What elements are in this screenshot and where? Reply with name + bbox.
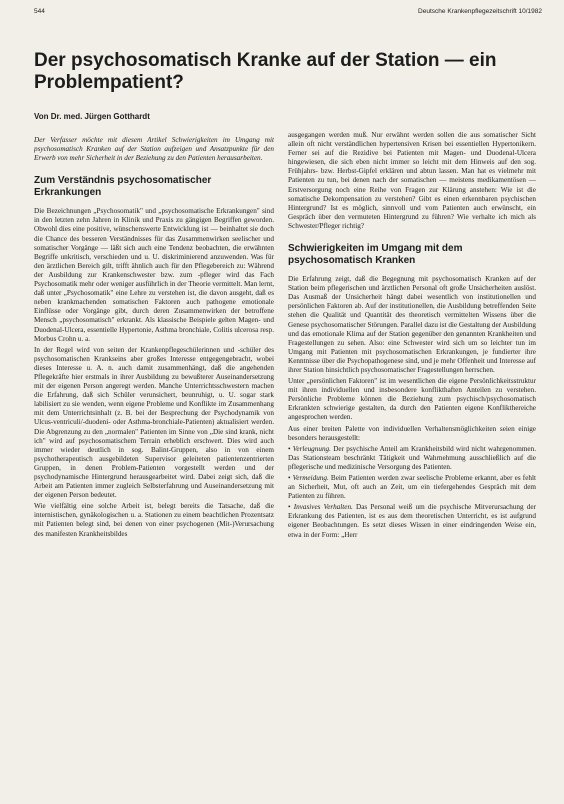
section-heading-difficulties: Schwierigkeiten im Umgang mit dem psychosomatisch Kranken bbox=[288, 243, 463, 267]
paragraph: Aus einer breiten Palette von individuellen Verhaltensmöglichkeiten seien einige besonders herausgestellt: bbox=[288, 424, 536, 442]
section-heading-understanding: Zum Verständnis psychosomatischer Erkrankungen bbox=[34, 175, 212, 199]
bullet-text: Beim Patienten werden zwar seelische Probleme erkannt, aber es fehlt an Sicherheit, Mut, oft auch an Zeit, um ein tiefergehendes Gespräch mit dem Patienten zu führen. bbox=[288, 474, 536, 501]
column-left bbox=[34, 136, 274, 796]
bullet-item: • Invasives Verhalten. Das Personal weiß um die psychische Mitverursachung der Erkrankung des Patienten, ist es aus dem theoretischen Unterricht, es ist aufgrund eigener Beobachtungen. Es setzt dieses Wissen in einer eindringenden Weise ein, etwa in der Form: „Herr bbox=[288, 503, 536, 539]
running-header bbox=[34, 8, 542, 20]
paragraph: Wie vielfältig eine solche Arbeit ist, belegt bereits die Tatsache, daß die internistischen, gynäkologischen u. a. Stationen zu einem beachtlichen Prozentsatz mit Patienten belegt sind, bei denen von einer psychogenen (Mit-)Verursachung des manifesten Krankheitsbildes bbox=[34, 502, 274, 538]
paragraph: Die Erfahrung zeigt, daß die Begegnung mit psychosomatisch Kranken auf der Station beim pflegerischen und ärztlichen Personal oft große Unsicherheiten auslöst. Das Ausmaß der Unsicherheit hängt dabei wesentlich von institutionellen und persönlichen Faktoren ab. Auf der institutionellen, die Ausbildung betreffenden Seite stehen die Qualität und Quantität des theoretisch vermittelten Wissens über die Genese psychosomatischer Störungen. Parallel dazu ist die Gestaltung der Ausbildung und das emotionale Klima auf der Station gegenüber den genannten Krankheiten und Fragestellungen zu sehen. Also: eine Schwester wird sich um so leichter tun im Umgang mit Patienten mit psychosomatischen Erkrankungen, je fundierter ihre Kenntnisse über die Psychopathogenese sind, und je mehr Offenheit und Interesse auf ihrer Station hinsichtlich psychosomatischer Fragestellungen herrschen. bbox=[288, 275, 536, 374]
bullet-text: Der psychische Anteil am Krankheitsbild wird nicht wahrgenommen. Das Stationsteam beschränkt Tätigkeit und Wahrnehmung ausschließlich auf die pflegerische und medizinische Versorgung des Patienten. bbox=[288, 444, 536, 471]
bullet-item: • Vermeidung. Beim Patienten werden zwar seelische Probleme erkannt, aber es fehlt an Sicherheit, Mut, oft auch an Zeit, um ein tiefergehendes Gespräch mit dem Patienten zu führen. bbox=[288, 474, 536, 501]
paragraph: ausgegangen werden muß. Nur erwähnt werden sollen die aus somatischer Sicht allein oft nicht verständlichen hypertensiven Krisen bei essentiellen Hypertonikern. Ferner sei auf die Rezidive bei Patienten mit Magen- und Duodenal-Ulcera hingewiesen, die sich eben nicht immer so leicht mit dem Hinweis auf den sog. Frühjahrs- bzw. Herbst-Gipfel erklären und abtun lassen. Man hat es vielmehr mit Patienten zu tun, bei denen nach der somatischen — meistens medikamentösen — Erstversorgung noch eine Reihe von Fragen zur Klärung anstehen: Wie ist die somatische Dekompensation zu verstehen? Gibt es einen erkennbaren psychischen Hintergrund? Ist es möglich, sinnvoll und vom Patienten auch erwünscht, ein Gespräch über den vermuteten Hintergrund zu führen? Wie verhalte ich mich als Schwester/Pfleger richtig? bbox=[288, 131, 536, 230]
journal-name: Deutsche Krankenpflegezeitschrift 10/1982 bbox=[418, 8, 542, 15]
bullet-item: • Verleugnung. Der psychische Anteil am Krankheitsbild wird nicht wahrgenommen. Das Stationsteam beschränkt Tätigkeit und Wahrnehmung ausschließlich auf die pflegerische und medizinische Versorgung des Patienten. bbox=[288, 444, 536, 471]
paragraph: Die Bezeichnungen „Psychosomatik" und „psychosomatische Erkrankungen" sind in den letzten zehn Jahren in Klinik und Praxis zu gängigen Begriffen geworden. Obwohl dies eine positive, wünschenswerte Entwicklung ist — beinhaltet sie doch die Chance des besseren Verständnisses für das Zusammenwirken seelischer und somatischer Vorgänge — läßt sich auch eine Tendenz beobachten, die erwähnten Begriffe unkritisch, verschieden und u. U. diskriminierend anzuwenden. Was für den ärztlichen Bereich gilt, trifft ähnlich auch für den Pflegebereich zu: Während der Ausbildung zur Krankenschwester bzw. zum -pfleger wird das Fach Psychosomatik mehr oder weniger ausführlich in der Theorie vermittelt. Man lernt, daß unter „Psychosomatik" eine Lehre zu verstehen ist, die davon ausgeht, daß es neben krankmachenden somatischen Faktoren auch pathogene emotionale Einflüsse oder Vorgänge gibt, durch deren Zusammenwirken der betroffene Mensch „psychosomatisch" erkrankt. Als klassische Beispiele gelten Magen- und Duodenal-Ulcera, essentielle Hypertonie, Asthma bronchiale, Colitis ulcerosa resp. Morbus Crohn u. a. bbox=[34, 207, 274, 343]
bullet-label: Verleugnung. bbox=[292, 444, 331, 453]
bullet-label: Vermeidung. bbox=[292, 474, 329, 482]
paragraph: Unter „persönlichen Faktoren" ist im wesentlichen die eigene Persönlichkeitsstruktur mit ihren individuellen und insbesondere konflikthaften Anteilen zu verstehen. Persönliche Probleme können die Beziehung zum psychisch/psychosomatisch Erkrankten schwierige gestalten, da durch den Patienten eigene Konflikthereiche angesprochen werden. bbox=[288, 377, 536, 422]
abstract: Der Verfasser möchte mit diesem Artikel Schwierigkeiten im Umgang mit psychosomatisch Kranken auf der Station aufzeigen und Ansatzpunkte für den Erwerb von mehr Sicherheit in der Beziehung zu den Patienten herausarbeiten. bbox=[34, 136, 274, 163]
paragraph: In der Regel wird von seiten der Krankenpflegeschülerinnen und -schüler des psychosomatischen Krankseins aber großes Interesse entgegengebracht, wobei dieses Interesse u. A. n. auch damit zusammenhängt, daß die angehenden Pflegekräfte hier erstmals in ihrer Ausbildung zu bewußterer Auseinandersetzung mit der eigenen Person angeregt werden. Manche Unterrichtsschwestern machen die Erfahrung, daß sich Schüler verunsichert, beunruhigt, u. U. sogar stark labilisiert zu sie wenden, wenn eigene Probleme und Konflikte im Zusammenhang mit dem Unterrichtsinhalt (z. B. bei der Besprechung der Psychodynamik von Ulcus-ventriculi/-duodeni- oder Asthma-bronchiale-Patienten) aktualisiert werden. Die Abgrenzung zu den „normalen" Patienten im Sinne von „Die sind krank, nicht ich" wird auf psychosomatischem Terrain erheblich erschwert. Dies wird auch immer wieder deutlich in sog. Balint-Gruppen, also in von einem psychotherapeutisch ausgebildeten Supervisor geleiteten patientenzentrierten Gruppen, in denen Problem-Patienten vorgestellt werden und der psychodynamische Hintergrund herausgearbeitet wird. Dabei zeigt sich, daß die Arbeit am Patienten immer zugleich Selbsterfahrung und Auseinandersetzung mit der eigenen Person bedeutet. bbox=[34, 345, 274, 500]
page-number: 544 bbox=[34, 8, 45, 15]
column-right bbox=[288, 131, 536, 791]
bullet-text: Das Personal weiß um die psychische Mitverursachung der Erkrankung des Patienten, ist es aus dem theoretischen Unterricht, es ist aufgrund eigener Beobachtungen. Es setzt dieses Wissen in einer eindringenden Weise ein, etwa in der Form: „Herr bbox=[288, 503, 536, 539]
bullet-label: Invasives Verhalten. bbox=[293, 503, 353, 512]
article-title: Der psychosomatisch Kranke auf der Station — ein Problempatient? bbox=[34, 50, 497, 93]
article-author: Von Dr. med. Jürgen Gotthardt bbox=[34, 112, 150, 121]
